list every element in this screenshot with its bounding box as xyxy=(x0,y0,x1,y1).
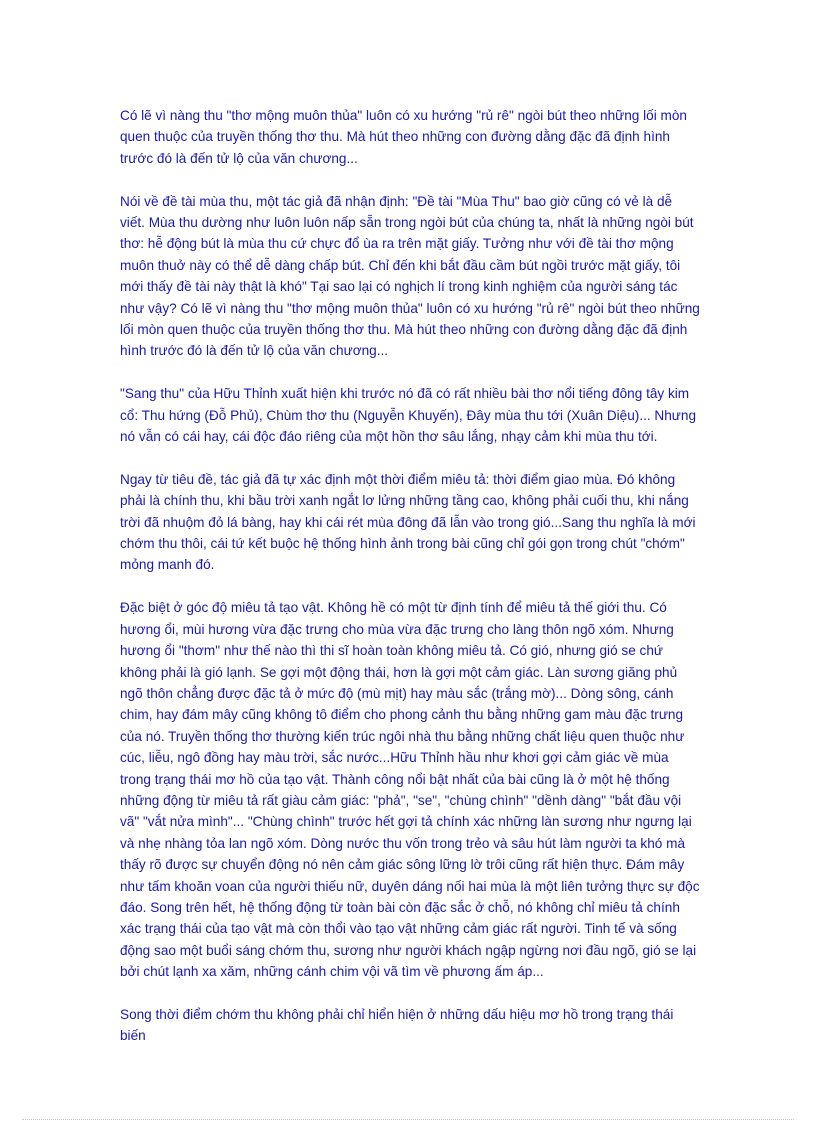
document-body xyxy=(120,105,700,1068)
paragraph-1: Có lẽ vì nàng thu "thơ mộng muôn thủa" luôn có xu hướng "rủ rê" ngòi bút theo những lối mòn quen thuộc của truyền thống thơ thu. Mà hút theo những con đường dằng đặc đã định hình trước đó là đến tử lộ của văn chương... xyxy=(120,108,687,166)
paragraph-6: Song thời điểm chớm thu không phải chỉ hiển hiện ở những dấu hiệu mơ hồ trong trạng thái biến xyxy=(120,1006,674,1044)
paragraph-4: Ngay từ tiêu đề, tác giả đã tự xác định một thời điểm miêu tả: thời điểm giao mùa. Đó không phải là chính thu, khi bầu trời xanh ngắt lơ lửng những tầng cao, không phải cuối thu, khi nắng trời đã nhuộm đỏ lá bàng, hay khi cái rét mùa đông đã lẫn vào trong gió...Sang thu nghĩa là mới chớm thu thôi, cái tứ kết buộc hệ thống hình ảnh trong bài cũng chỉ gói gọn trong chút "chớm" mỏng manh đó. xyxy=(120,471,696,573)
paragraph-3: "Sang thu" của Hữu Thỉnh xuất hiện khi trước nó đã có rất nhiều bài thơ nổi tiếng đông tây kim cổ: Thu hứng (Đỗ Phủ), Chùm thơ thu (Nguyễn Khuyến), Đây mùa thu tới (Xuân Diệu)... Nhưng nó vẫn có cái hay, cái độc đáo riêng của một hồn thơ sâu lắng, nhạy cảm khi mùa thu tới. xyxy=(120,386,697,445)
paragraph-2: Nói về đề tài mùa thu, một tác giả đã nhận định: "Đề tài "Mùa Thu" bao giờ cũng có vẻ là dễ viết. Mùa thu dường như luôn luôn nấp sẵn trong ngòi bút của chúng ta, nhất là những ngòi bút thơ: hễ động bút là mùa thu cứ chực đổ ùa ra trên mặt giấy. Tưởng như với đề tài thơ mộng muôn thuở này có thể dễ dàng chấp bút. Chỉ đến khi bắt đầu cầm bút ngồi trước mặt giấy, tôi mới thấy đề tài này thật là khó" Tại sao lại có nghịch lí trong kinh nghiệm của người sáng tác như vậy? Có lẽ vì nàng thu "thơ mộng muôn thủa" luôn có xu hướng "rủ rê" ngòi bút theo những lối mòn quen thuộc của truyền thống thơ thu. Mà hút theo những con đường dằng đặc đã định hình trước đó là đến tử lộ của văn chương... xyxy=(120,193,700,359)
page-bottom-divider xyxy=(22,1119,794,1120)
paragraph-5: Đặc biệt ở góc độ miêu tả tạo vật. Không hề có một từ định tính để miêu tả thế giới thu. Có hương ổi, mùi hương vừa đặc trưng cho mùa vừa đặc trưng cho làng thôn ngõ xóm. Nhưng hương ổi "thơm" như thế nào thì thi sĩ hoàn toàn không miêu tả. Có gió, nhưng gió se chứ không phải là gió lạnh. Se gợi một động thái, hơn là gợi một cảm giác. Làn sương giăng phủ ngõ thôn chẳng được đặc tả ở mức độ (mù mịt) hay màu sắc (trắng mờ)... Dòng sông, cánh chim, hay đám mây cũng không tô điểm cho phong cảnh thu bằng những gam màu đặc trưng của nó. Truyền thống thơ thường kiến trúc ngôi nhà thu bằng những chất liệu quen thuộc như cúc, liễu, ngô đồng hay màu trời, sắc nước...Hữu Thỉnh hầu như khơi gợi cảm giác về mùa trong trạng thái mơ hồ của tạo vật. Thành công nổi bật nhất của bài cũng là ở một hệ thống những động từ miêu tả rất giàu cảm giác: "phả", "se", "chùng chình" "dềnh dàng" "bắt đầu vội vã" "vắt nửa mình"... "Chùng chình" trước hết gợi tả chính xác những làn sương như ngưng lại và nhẹ nhàng tỏa lan ngõ xóm. Dòng nước thu vốn trong trẻo và sâu hút làm người ta khó mà thấy rõ được sự chuyển động nó nên cảm giác sông lững lờ trôi cũng rất hiện thực. Đám mây như tấm khoăn voan của người thiếu nữ, duyên dáng nối hai mùa là một liên tưởng thực sự độc đáo. Song trên hết, hệ thống động từ toàn bài còn đặc sắc ở chỗ, nó không chỉ miêu tả chính xác trạng thái của tạo vật mà còn thổi vào tạo vật những cảm giác rất người. Tinh tế và sống động sao một buổi sáng chớm thu, sương như người khách ngập ngừng nơi đầu ngõ, gió se lại bởi chút lạnh xa xăm, những cánh chim vội vã tìm về phương ấm áp... xyxy=(120,600,700,980)
